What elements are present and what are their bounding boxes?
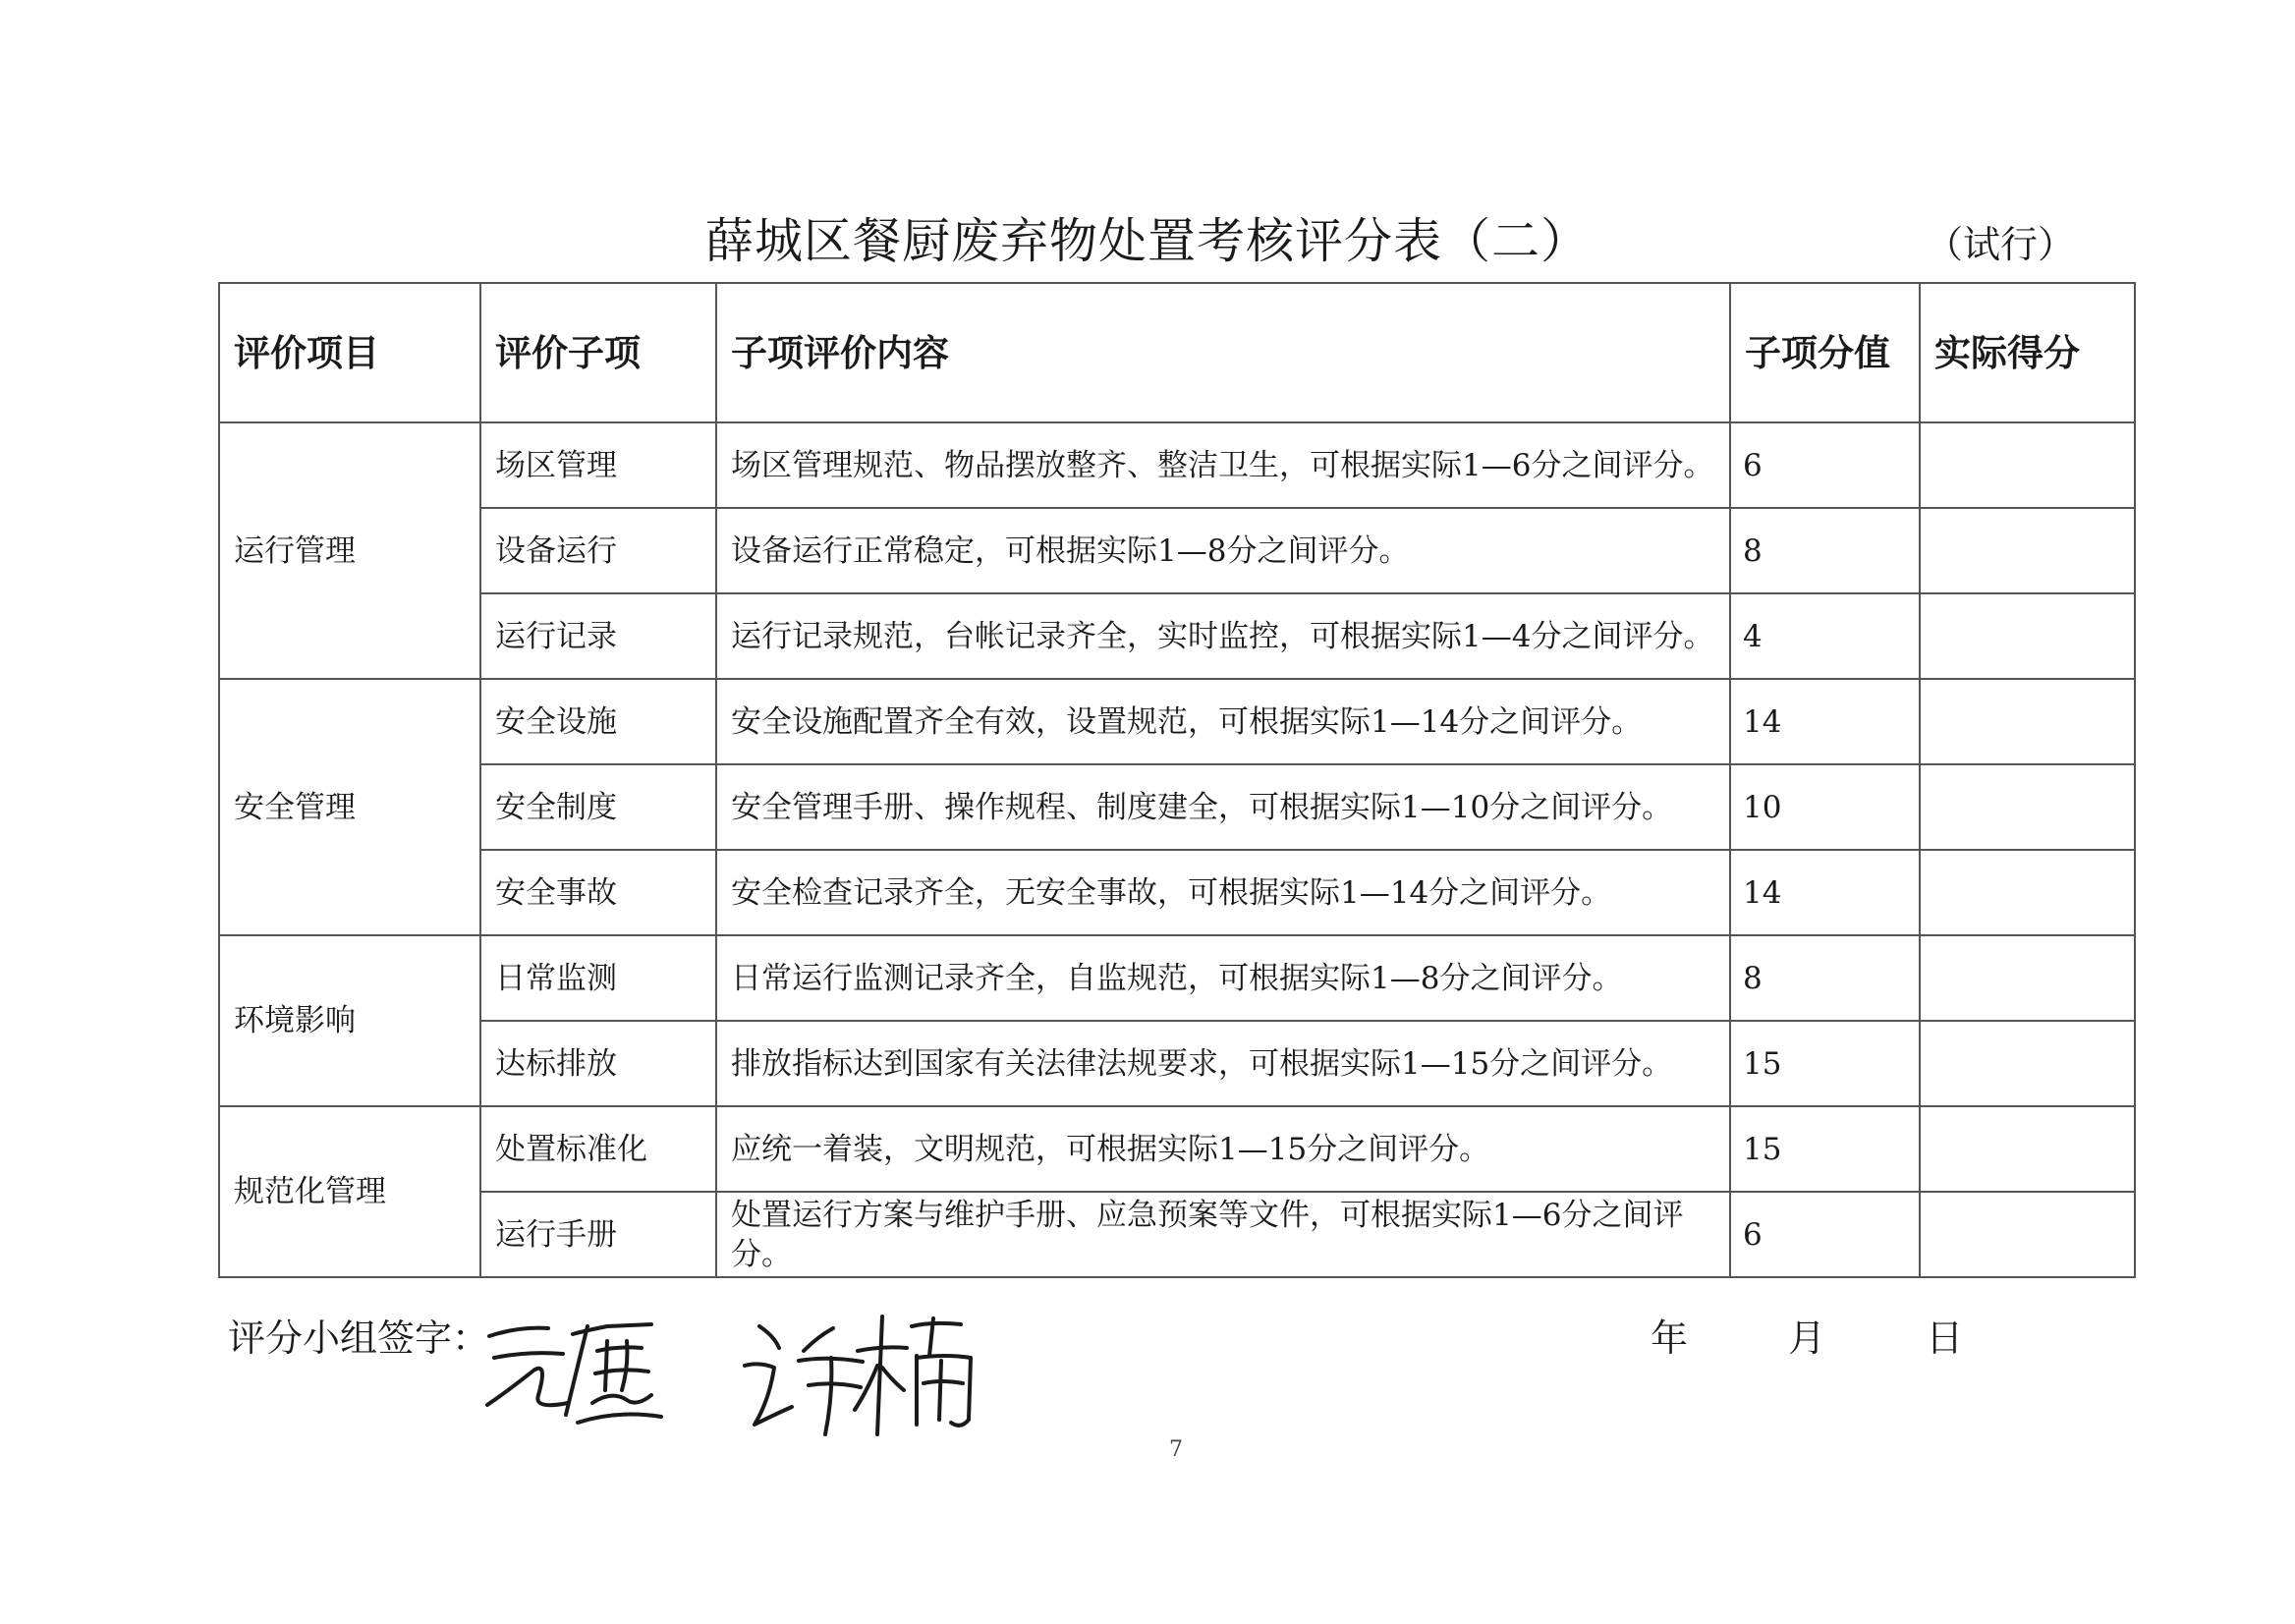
header-actual-score: 实际得分 [1920, 283, 2135, 422]
actual-score-cell[interactable] [1920, 1192, 2135, 1277]
content-cell: 安全设施配置齐全有效，设置规范，可根据实际1—14分之间评分。 [716, 679, 1730, 764]
content-cell: 安全管理手册、操作规程、制度建全，可根据实际1—10分之间评分。 [716, 764, 1730, 850]
score-value-cell: 15 [1730, 1021, 1920, 1106]
content-cell: 安全检查记录齐全，无安全事故，可根据实际1—14分之间评分。 [716, 850, 1730, 935]
score-value-cell: 14 [1730, 850, 1920, 935]
score-value-cell: 15 [1730, 1106, 1920, 1192]
actual-score-cell[interactable] [1920, 508, 2135, 593]
content-cell: 设备运行正常稳定，可根据实际1—8分之间评分。 [716, 508, 1730, 593]
table-row [219, 935, 2135, 1021]
score-value-cell: 8 [1730, 508, 1920, 593]
table-row [219, 850, 2135, 935]
handwritten-signature [479, 1297, 990, 1444]
date-day-label: 日 [1926, 1316, 1964, 1360]
subitem-cell: 达标排放 [480, 1021, 716, 1106]
score-value-cell: 14 [1730, 679, 1920, 764]
subitem-cell: 处置标准化 [480, 1106, 716, 1192]
subitem-cell: 安全事故 [480, 850, 716, 935]
subitem-cell: 场区管理 [480, 422, 716, 508]
content-cell: 应统一着装，文明规范，可根据实际1—15分之间评分。 [716, 1106, 1730, 1192]
trial-tag: （试行） [1926, 223, 2076, 266]
subitem-cell: 运行手册 [480, 1192, 716, 1277]
table-row [219, 679, 2135, 764]
date-line [1651, 1314, 1963, 1363]
subitem-cell: 日常监测 [480, 935, 716, 1021]
score-value-cell: 8 [1730, 935, 1920, 1021]
item-cell: 环境影响 [219, 935, 480, 1106]
table-header-row [219, 283, 2135, 422]
table-row [219, 593, 2135, 679]
score-value-cell: 6 [1730, 422, 1920, 508]
document-title: 薛城区餐厨废弃物处置考核评分表（二） [704, 213, 1590, 269]
score-value-cell: 10 [1730, 764, 1920, 850]
table-row [219, 422, 2135, 508]
item-cell: 规范化管理 [219, 1106, 480, 1277]
content-cell: 排放指标达到国家有关法律法规要求，可根据实际1—15分之间评分。 [716, 1021, 1730, 1106]
score-value-cell: 6 [1730, 1192, 1920, 1277]
page-number: 7 [1169, 1437, 1183, 1462]
content-cell: 日常运行监测记录齐全，自监规范，可根据实际1—8分之间评分。 [716, 935, 1730, 1021]
date-year-label: 年 [1651, 1316, 1689, 1360]
actual-score-cell[interactable] [1920, 679, 2135, 764]
table-row [219, 1106, 2135, 1192]
content-cell: 场区管理规范、物品摆放整齐、整洁卫生，可根据实际1—6分之间评分。 [716, 422, 1730, 508]
header-content: 子项评价内容 [716, 283, 1730, 422]
item-cell: 运行管理 [219, 422, 480, 679]
actual-score-cell[interactable] [1920, 593, 2135, 679]
table-row [219, 764, 2135, 850]
actual-score-cell[interactable] [1920, 1106, 2135, 1192]
actual-score-cell[interactable] [1920, 764, 2135, 850]
header-subitem: 评价子项 [480, 283, 716, 422]
subitem-cell: 运行记录 [480, 593, 716, 679]
table-row [219, 1192, 2135, 1277]
header-item: 评价项目 [219, 283, 480, 422]
signature-label: 评分小组签字： [228, 1316, 490, 1360]
subitem-cell: 设备运行 [480, 508, 716, 593]
item-cell: 安全管理 [219, 679, 480, 935]
table-row [219, 508, 2135, 593]
content-cell: 运行记录规范，台帐记录齐全，实时监控，可根据实际1—4分之间评分。 [716, 593, 1730, 679]
actual-score-cell[interactable] [1920, 935, 2135, 1021]
date-month-label: 月 [1788, 1316, 1826, 1360]
content-cell: 处置运行方案与维护手册、应急预案等文件，可根据实际1—6分之间评分。 [716, 1192, 1730, 1277]
header-score-value: 子项分值 [1730, 283, 1920, 422]
score-table [218, 282, 2136, 1278]
subitem-cell: 安全制度 [480, 764, 716, 850]
score-value-cell: 4 [1730, 593, 1920, 679]
subitem-cell: 安全设施 [480, 679, 716, 764]
table-row [219, 1021, 2135, 1106]
actual-score-cell[interactable] [1920, 422, 2135, 508]
actual-score-cell[interactable] [1920, 850, 2135, 935]
actual-score-cell[interactable] [1920, 1021, 2135, 1106]
